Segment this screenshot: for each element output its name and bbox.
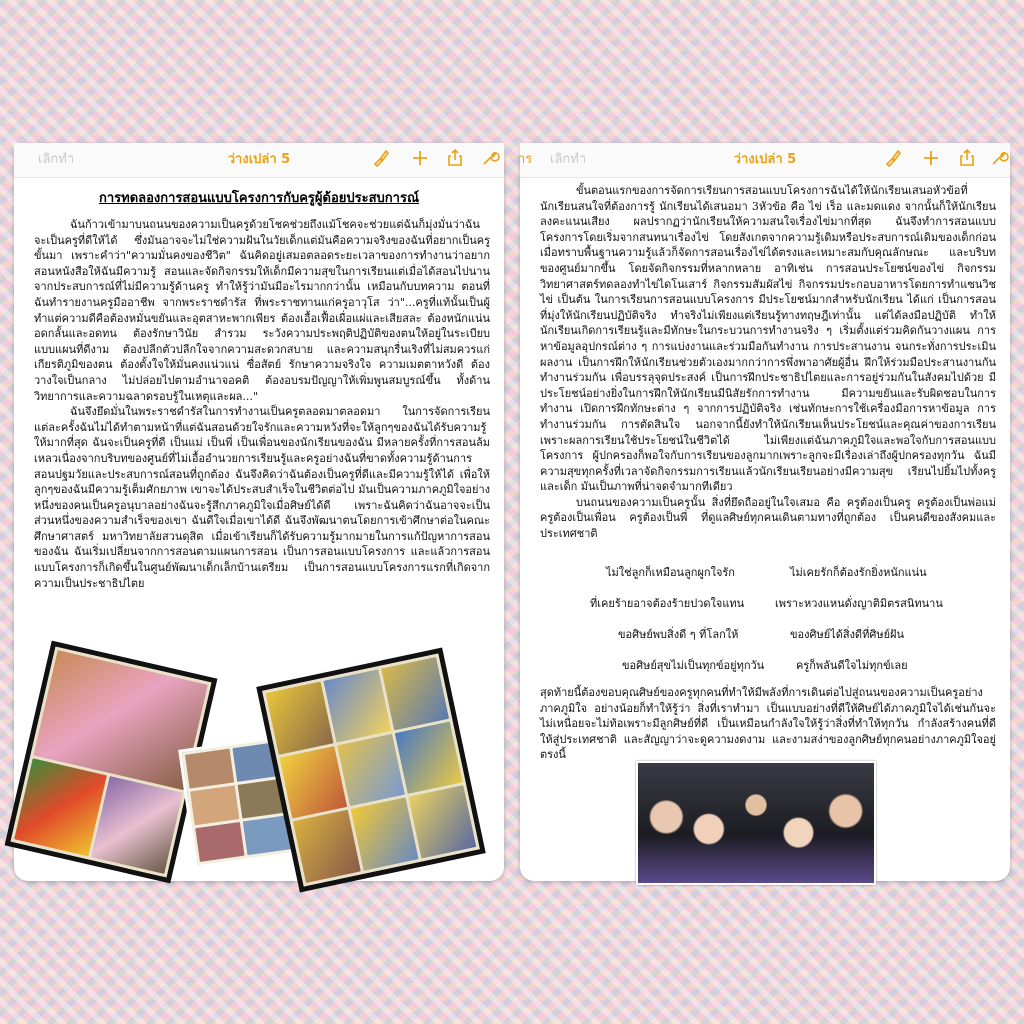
poem-row: [560, 594, 970, 625]
poem-line: ครูก็พลันดีใจไม่ทุกข์เลย: [796, 659, 908, 672]
poem-line: ขอศิษย์พบสิ่งดี ๆ ที่โลกให้: [618, 628, 739, 641]
poem-line: ขอศิษย์สุขไม่เป็นทุกข์อยู่ทุกวัน: [622, 659, 765, 672]
wrench-icon[interactable]: [479, 149, 501, 171]
back-button[interactable]: าร: [518, 152, 533, 167]
paragraph: บนถนนของความเป็นครูนั้น สิ่งที่ยึดถืออยู่ในใจเสมอ คือ ครูต้องเป็นครู ครูต้องเป็นพ่อแม่ ครูต้องเป็นเพื่อน ครูต้องเป็นพี่ ที่ดูแลศิษย์ทุกคนเดินตามทางที่ถูกต้อง เป็นคนดีของสังคมและประเทศชาติ: [540, 495, 996, 541]
right-document-body[interactable]: [520, 177, 1010, 881]
document-title-label[interactable]: ว่างเปล่า 5: [227, 152, 291, 167]
undo-button[interactable]: เลิกทำ: [38, 152, 75, 167]
closing-paragraph: สุดท้ายนี้ต้องขอบคุณศิษย์ของครูทุกคนที่ทำให้มีพลังที่การเดินต่อไปสู่ถนนของความเป็นครูอย่างภาคภูมิใจ อย่างน้อยก็ทำให้รู้ว่า สิ่งที่เราทำมา เป็นแบบอย่างที่ดีให้ศิษย์ได้ภาคภูมิใจได้เช่นกันจะไม่เหนื่อยจะไม่ท้อเพราะมีลูกศิษย์ที่ดี เป็นเหมือนกำลังใจให้รู้ว่าสิ่งที่ทำให้ทุกวัน กำลังสร้างคนที่ดีให้สู่ประเทศชาติ และสัญญาว่าจะดูความงดงาม และงามสง่าของลูกศิษย์ทุกคนอย่างภาคภูมิใจอยู่ตรงนี้: [540, 686, 996, 762]
right-toolbar: [520, 143, 1010, 178]
document-title-label[interactable]: ว่างเปล่า 5: [733, 152, 797, 167]
paragraph: ขั้นตอนแรกของการจัดการเรียนการสอนแบบโครงการฉันได้ให้นักเรียนเสนอหัวข้อที่นักเรียนสนใจที่ต้องการรู้ นักเรียนได้เสนอมา 3หัวข้อ คือ ไข่ เร็อ และมดแดง จากนั้นก็ให้นักเรียนลงคะแนนเสียง ผลปรากฏว่านักเรียนให้ความสนใจเรื่องไข่มากที่สุด ฉันจึงทำการสอนแบบโครงการโดยเริ่มจากสนทนาเรื่องไข่ โดยสังเกตจากความรู้เดิมหรือประสบการณ์เดิมของเด็กก่อน เมื่อทราบพื้นฐานความรู้แล้วก็จัดการสอนเรื่องไข่ได้ตรงและเหมาะสมกับคุณลักษณะ และบริบทของศูนย์มากขึ้น โดยจัดกิจกรรมที่หลากหลาย อาทิเช่น การสอนประโยชน์ของไข่ กิจกรรมวิทยาศาสตร์ทดลองทำไข่ไดโนเสาร์ กิจกรรมสัมผัสไข่ กิจกรรมประกอบอาหารโดยการทำแซนวิชไข่ เป็นต้น ในการเรียนการสอนแบบโครงการ มีประโยชน์มากสำหรับนักเรียน ได้แก่ เป็นการสอนที่มุ่งให้นักเรียนปฏิบัติจริง ทำจริงไม่เพียงแต่เรียนรู้ทางทฤษฎีเท่านั้น แต่ได้ลงมือปฏิบัติ ทำให้นักเรียนเกิดการเรียนรู้และมีทักษะในกระบวนการทำงานจริง ๆ เริ่มตั้งแต่ร่วมคิดกันวางแผน การหาข้อมูลอุปกรณ์ต่าง ๆ การแบ่งงานและร่วมมือกันทำงาน การประสานงาน จนกระทั่งการประเมินผลงาน เป็นการฝึกให้นักเรียนช่วยตัวเองมากกว่าการพึ่งพาอาศัยผู้อื่น ฝึกให้ร่วมมือประสานงานกัน ทำงานร่วมกัน เพื่อบรรลุจุดประสงค์ เป็นการฝึกประชาธิปไตยและการอยู่ร่วมกันในสังคมไปด้วย มีประโยชน์อย่างยิ่งในการฝึกให้นักเรียนมีนิสัยรักการทำงาน มีความขยันและรับผิดชอบในการทำงาน เปิดการฝึกทักษะต่าง ๆ จากการปฏิบัติจริง เช่นทักษะการใช้เครื่องมือการหาข้อมูล การทำงานร่วมกัน การตัดสินใจ นอกจากนี้ยังทำให้นักเรียนเห็นประโยชน์และคุณค่าของการเรียน เพราะผลการเรียนใช้ประโยชน์ในชีวิตได้ ไม่เพียงแต่ฉันภาคภูมิใจและพอใจกับการสอนแบบโครงการ ผู้ปกครองก็พอใจกับการเรียนของลูกมากเพราะลูกจะมีเรื่องเล่าถึงผู้ปกครองทุกวัน ฉันมีความสุขทุกครั้งที่เวลาจัดกิจกรรมการเรียนแล้วนักเรียนเรียนอย่างมีความสุข เรียนไปยิ้มไปทั้งครูและเด็ก มันเป็นภาพที่น่าจดจำมากทีเดียว: [540, 184, 996, 494]
left-text-block: [34, 217, 490, 591]
plus-icon[interactable]: [409, 149, 431, 171]
poem-line: ไม่เคยรักก็ต้องรักยิ่งหนักแน่น: [790, 566, 927, 579]
share-icon[interactable]: [956, 149, 978, 171]
closing-text-block: [540, 685, 996, 763]
poem-block: [560, 563, 970, 687]
share-icon[interactable]: [444, 149, 466, 171]
undo-button[interactable]: เลิกทำ: [550, 152, 587, 167]
poem-row: [560, 656, 970, 687]
left-document-panel: [14, 143, 504, 881]
plus-icon[interactable]: [920, 149, 942, 171]
paintbrush-icon[interactable]: [882, 149, 904, 171]
wrench-icon[interactable]: [988, 149, 1010, 171]
left-document-body[interactable]: [14, 177, 504, 881]
poem-row: [560, 563, 970, 594]
poem-row: [560, 625, 970, 656]
poem-line: ที่เคยร้ายอาจต้องร้ายปวดใจแทน: [590, 597, 745, 610]
left-toolbar: [14, 143, 504, 178]
right-document-panel: [520, 143, 1010, 881]
children-group-photo: [636, 761, 876, 885]
poem-line: ไม่ใช่ลูกก็เหมือนลูกผูกใจรัก: [606, 566, 735, 579]
poem-line: ของศิษย์ได้สิ่งดีที่ศิษย์ฝัน: [790, 628, 904, 641]
right-text-block: [540, 183, 996, 542]
paintbrush-icon[interactable]: [370, 149, 392, 171]
photo-image: [638, 763, 874, 883]
paragraph: ฉันก้าวเข้ามาบนถนนของความเป็นครูด้วยโชคช่วยถึงแม้โชคจะช่วยแต่ฉันก็มุ่งมั่นว่าฉันจะเป็นครูที่ดีให้ได้ ซึ่งมันอาจจะไม่ใช่ความฝันในวัยเด็กแต่มันคือความจริงของฉันที่อยากเป็นครูขั้นมา เพราะคำว่า"ความมั่นคงของชีวิต" ฉันคิดอยู่เสมอตลอดระยะเวลาของการทำงานว่าอยากสอนหนังสือให้ฉันมีความรู้ สอนและจัดกิจกรรมให้เด็กมีความสุขในการเรียนแต่เมื่อได้สอนไปนานจากประสบการณ์ที่ไม่มีความรู้ด้านครู ทำให้รู้ว่ามันมีอะไรมากกว่านั้น เหมือนกับบทความ ตอนที่ฉันทำรายงานครูมืออาชีพ จากพระราชดำรัส ที่พระราชทานแก่ครูอาวุโส ว่า"...ครูที่แท้นั้นเป็นผู้ทำแต่ความดีคือต้องหมั่นขยันและอุตสาหะพากเพียร ต้องเอื้อเฟื้อเผื่อแผ่และเสียสละ ต้องหนักแน่นอดกลั้นและอดทน ต้องรักษาวินัย สำรวม ระวังความประพฤติปฏิบัติของตนให้อยู่ในระเบียบแบบแผนที่ดีงาม ต้องปลีกตัวปลีกใจจากความสะดวกสบาย และความสนุกรื่นเริงที่ไม่สมควรแก่เกียรติภูมิของตน ต้องตั้งใจให้มั่นคงแน่วแน่ ซื่อสัตย์ รักษาความจริงใจ ความเมตตาหวังดี ต้องวางใจเป็นกลาง ไม่ปล่อยไปตามอำนาจอคติ ต้องอบรมปัญญาให้เพิ่มพูนสมบูรณ์ขึ้น ทั้งด้านวิทยาการและความฉลาดรอบรู้ในเหตุและผล...": [34, 218, 490, 403]
classroom-photo-collage-3: [256, 648, 486, 893]
paragraph: ฉันจึงยึดมั่นในพระราชดำรัสในการทำงานเป็นครูตลอดมาตลอดมา ในการจัดการเรียนแต่ละครั้งฉันไม่ได้ทำตามหน้าที่แต่ฉันสอนด้วยใจรักและความหวังที่จะให้ลูกๆของฉันได้รับความรู้ให้มากที่สุด ฉันจะเป็นครูที่ดี เป็นแม่ เป็นพี่ เป็นเพื่อนของนักเรียนของฉัน มีหลายครั้งที่การสอนล้มเหลวเนื่องจากบริบทของศูนย์ที่ไม่เอื้ออำนวยการเรียนรู้และครูอย่างฉันที่ขาดทั้งความรู้ด้านการสอนปฐมวัยและประสบการณ์สอนที่ถูกต้อง ฉันจึงคิดว่าฉันต้องเป็นครูที่ดีและมีความรู้ให้ได้ เพื่อให้ลูกๆของฉันมีความรู้เต็มศักยภาพ เขาจะได้ประสบสำเร็จในชีวิตต่อไป มันเป็นความภาคภูมิใจอย่างหนึ่งของคนเป็นครูอนุบาลอย่างฉันจะรู้สึกภาคภูมิใจเมื่อศิษย์ได้ดี เพราะฉันคิดว่าฉันอาจจะเป็นส่วนหนึ่งของความสำเร็จของเขา ฉันดีใจเมื่อเขาได้ดี ฉันจึงพัฒนาตนโดยการเข้าศึกษาต่อในคณะศึกษาศาสตร์ มหาวิทยาลัยสวนดุสิต เมื่อเข้าเรียนก็ได้รับความรู้มากมายในการแก้ปัญหาการสอนของฉัน ฉันเริ่มเปลี่ยนจากการสอนตามแผนการสอน เป็นการสอนแบบโครงการ และแล้วการสอนแบบโครงการก็เกิดขึ้นในศูนย์พัฒนาเด็กเล็กบ้านเตรียม เป็นการสอนแบบโครงการแรกที่เกิดจากความเป็นประชาธิปไตย: [34, 405, 490, 590]
document-heading: การทดลองการสอนแบบโครงการกับครูผู้ด้อยประสบการณ์: [98, 191, 420, 206]
poem-line: เพราะหวงแหนดั่งญาติมิตรสนิทนาน: [775, 597, 943, 610]
